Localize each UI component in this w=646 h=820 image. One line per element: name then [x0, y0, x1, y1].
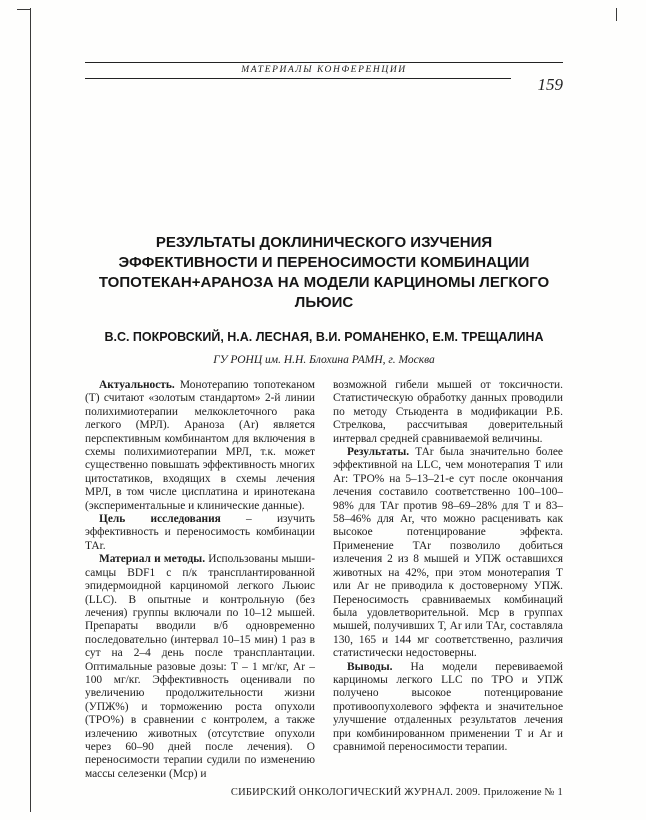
article-authors: В.С. ПОКРОВСКИЙ, Н.А. ЛЕСНАЯ, В.И. РОМАНЕНКО, Е.М. ТРЕЩАЛИНА	[104, 330, 544, 344]
page-number: 159	[537, 75, 563, 94]
paragraph-vyvody	[333, 661, 563, 755]
paragraph-lead: Материал и методы.	[99, 553, 206, 566]
article-title: РЕЗУЛЬТАТЫ ДОКЛИНИЧЕСКОГО ИЗУЧЕНИЯ ЭФФЕКТИВНОСТИ И ПЕРЕНОСИМОСТИ КОМБИНАЦИИ ТОПОТЕКАН+АРАНОЗА НА МОДЕЛИ КАРЦИНОМЫ ЛЕГКОГО ЛЬЮИС	[98, 234, 550, 311]
paragraph-text: – изучить эффективность и переносимость комбинации ТАr.	[85, 513, 315, 552]
paragraph-lead: Цель исследования	[99, 513, 221, 526]
footer-journal-line: СИБИРСКИЙ ОНКОЛОГИЧЕСКИЙ ЖУРНАЛ. 2009. Приложение № 1	[230, 787, 563, 798]
paragraph-continuation	[333, 379, 563, 446]
paragraph-material-metody	[85, 553, 315, 781]
paragraph-text: На модели перевиваемой карциномы легкого LLC по ТРО и УПЖ получено высокое потенцирование противоопухолевого эффекта и значительное улучшение отдаленных результатов лечения при комбинированном применении Т и Аr и сравнимой переносимости терапии.	[333, 660, 563, 753]
paragraph-text: ТАr была значительно более эффективной на LLC, чем монотерапия Т или Аr: ТРО% на 5–13–21-е сут после окончания лечения составило соответственно 100–100–98% для ТАr против 98–69–28% для Т и 83–58–46% для Аr, что можно расценивать как высокое потенцирование эффекта. Применение ТАr позволило добиться излечения 2 из 8 мышей и УПЖ оставшихся животных на 42%, при этом монотерапия Т или Аr не приводила к достоверному УПЖ. Переносимость сравниваемых комбинаций была удовлетворительной. Мср в группах мышей, получивших Т, Аr или ТАr, составляла 130, 165 и 144 мг соответственно, различия статистически недостоверны.	[333, 446, 563, 660]
crop-mark-left	[30, 8, 31, 812]
header-rule-bottom	[85, 78, 511, 79]
body-column-right	[333, 379, 563, 781]
paragraph-rezultaty	[333, 446, 563, 661]
article-affiliation: ГУ РОНЦ им. Н.Н. Блохина РАМН, г. Москва	[213, 354, 435, 366]
crop-mark-top-right	[616, 8, 617, 21]
paragraph-aktualnost	[85, 379, 315, 513]
paragraph-lead: Результаты.	[347, 446, 410, 459]
crop-mark-top-left	[17, 9, 30, 10]
page-content	[85, 0, 563, 781]
paragraph-text: Монотерапию топотеканом (Т) считают «золотым стандартом» 2-й линии полихимиотерапии мелкоклеточного рака легкого (МРЛ). Араноза (Аr) является перспективным комбинантом для включения в схемы полихимиотерапии МРЛ, т.к. может существенно повышать эффективность многих цитостатиков, входящих в схемы лечения МРЛ, в том числе цисплатина и иринотекана (экспериментальные и клинические данные).	[85, 379, 315, 512]
header-bottom-row	[85, 75, 563, 95]
article-body	[85, 379, 563, 781]
paragraph-lead: Актуальность.	[99, 379, 175, 391]
running-header	[85, 62, 563, 95]
paragraph-text: возможной гибели мышей от токсичности. Статистическую обработку данных проводили по методу Стьюдента в модификации Р.Б. Стрелкова, рассчитывая доверительный интервал средней сравниваемой величины.	[333, 379, 563, 445]
body-column-left	[85, 379, 315, 781]
paragraph-text: Использованы мыши-самцы BDF1 с п/к трансплантированной эпидермоидной карциномой легкого Льюис (LLC). В опытные и контрольную (без лечения) группы включали по 10–12 мышей. Препараты вводили в/б одновременно последовательно (интервал 10–15 мин) 1 раз в сут на 2–4 день после трансплантации. Оптимальные разовые дозы: Т – 1 мг/кг, Аr – 100 мг/кг. Эффективность оценивали по увеличению продолжительности жизни (УПЖ%) и торможению роста опухоли (ТРО%) в сравнении с контролем, а также излечению животных (отсутствие опухоли через 60–90 дней после лечения). О переносимости терапии судили по изменению массы селезенки (Мср) и	[85, 553, 315, 780]
running-title: МАТЕРИАЛЫ КОНФЕРЕНЦИИ	[241, 65, 407, 75]
paragraph-lead: Выводы.	[347, 660, 393, 673]
paragraph-tsel	[85, 513, 315, 553]
